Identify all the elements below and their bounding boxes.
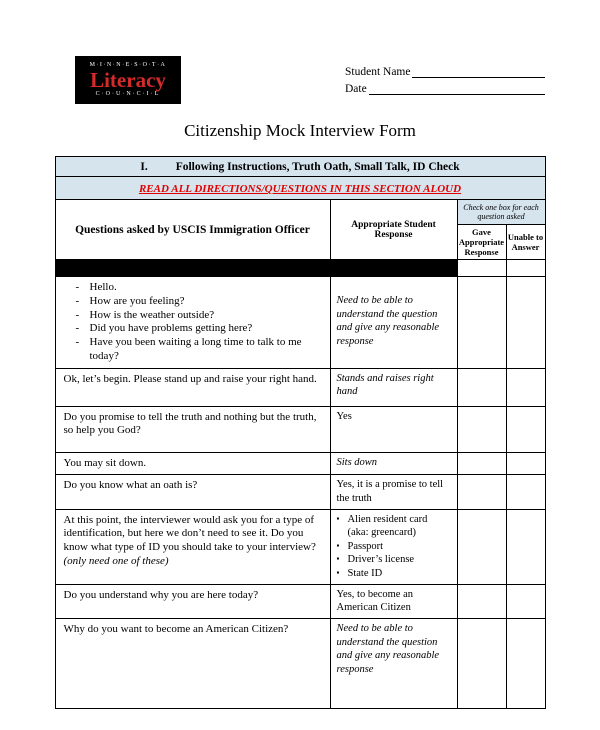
read-aloud-row [55, 177, 545, 200]
question-list-item: - How is the weather outside? [64, 309, 322, 323]
checkbox-cell-gave [457, 277, 506, 369]
response-list-item: ▪ State ID [337, 567, 451, 581]
checkbox-cell-gave [457, 509, 506, 584]
question-cell [55, 509, 330, 584]
checkbox-cell-unable [506, 452, 545, 475]
question-cell: Do you promise to tell the truth and nothing but the truth, so help you God? [55, 406, 330, 452]
logo-top-text: M·I·N·N·E·S·O·T·A [89, 61, 167, 68]
table-row [55, 452, 545, 475]
student-name-field [345, 66, 545, 78]
question-text: At this point, the interviewer would ask you for a type of identification, but here we don’t need to see it. Do you know what type of ID you should take to your interview? [63, 513, 316, 554]
checkbox-cell-gave [457, 368, 506, 406]
section-heading-row [55, 157, 545, 177]
question-note: (only need one of these) [63, 554, 169, 567]
table-row [55, 368, 545, 406]
response-cell: Need to be able to understand the question and give any reasonable response [330, 619, 457, 709]
logo-bottom-text: C·O·U·N·C·I·L [95, 91, 161, 98]
checkbox-cell-gave [457, 406, 506, 452]
section-heading-text: Following Instructions, Truth Oath, Small Talk, ID Check [175, 160, 460, 173]
section-heading [55, 157, 545, 177]
checkbox-cell-gave [457, 584, 506, 618]
table-row [55, 277, 545, 369]
table-row [55, 619, 545, 709]
date-label: Date [345, 83, 367, 95]
question-list-item: - Hello. [64, 281, 322, 295]
response-list-item: ▪ Passport [337, 540, 451, 554]
question-list-item: - Did you have problems getting here? [64, 322, 322, 336]
check-one-box-note: Check one box for each question asked [457, 200, 545, 225]
table-row [55, 406, 545, 452]
response-cell: Stands and raises right hand [330, 368, 457, 406]
question-cell: You may sit down. [55, 452, 330, 475]
checkbox-cell-unable [506, 368, 545, 406]
table-row [55, 584, 545, 618]
response-cell: Sits down [330, 452, 457, 475]
checkbox-cell-unable [506, 584, 545, 618]
response-cell: Yes, it is a promise to tell the truth [330, 475, 457, 509]
student-info-fields [345, 56, 545, 100]
student-name-blank-line [412, 66, 545, 78]
date-field [345, 83, 545, 95]
checkbox-cell-gave [457, 619, 506, 709]
question-cell: Do you understand why you are here today? [55, 584, 330, 618]
checkbox-cell-unable [506, 260, 545, 277]
section-numeral: I. [140, 160, 148, 173]
response-list-item: ▪ Alien resident card (aka: greencard) [337, 513, 451, 540]
student-name-label: Student Name [345, 66, 411, 78]
questions-column-header: Questions asked by USCIS Immigration Officer [55, 200, 330, 260]
response-list-item: ▪ Driver’s license [337, 553, 451, 567]
interview-table [55, 156, 546, 709]
table-row [55, 475, 545, 509]
minnesota-literacy-council-logo [75, 56, 181, 104]
divider-row [55, 260, 545, 277]
gave-appropriate-header: Gave Appropriate Response [457, 225, 506, 260]
table-row [55, 509, 545, 584]
response-cell [330, 509, 457, 584]
question-cell [55, 277, 330, 369]
question-cell: Do you know what an oath is? [55, 475, 330, 509]
black-divider-bar [55, 260, 457, 277]
checkbox-cell-gave [457, 260, 506, 277]
checkbox-cell-unable [506, 619, 545, 709]
read-aloud-note: READ ALL DIRECTIONS/QUESTIONS IN THIS SECTION ALOUD [138, 183, 462, 195]
checkbox-cell-unable [506, 509, 545, 584]
page-header [0, 0, 600, 104]
checkbox-cell-unable [506, 277, 545, 369]
question-list-item: - How are you feeling? [64, 295, 322, 309]
checkbox-cell-gave [457, 452, 506, 475]
unable-to-answer-header: Unable to Answer [506, 225, 545, 260]
response-column-header: Appropriate Student Response [330, 200, 457, 260]
response-cell: Yes, to become an American Citizen [330, 584, 457, 618]
form-title: Citizenship Mock Interview Form [184, 121, 416, 140]
question-cell: Why do you want to become an American Citizen? [55, 619, 330, 709]
checkbox-cell-gave [457, 475, 506, 509]
read-aloud-cell [55, 177, 545, 200]
question-list-item: - Have you been waiting a long time to talk to me today? [64, 336, 322, 364]
date-blank-line [369, 83, 545, 95]
response-cell: Need to be able to understand the question and give any reasonable response [330, 277, 457, 369]
checkbox-cell-unable [506, 406, 545, 452]
checkbox-cell-unable [506, 475, 545, 509]
logo-wordmark: Literacy [90, 67, 166, 92]
question-cell: Ok, let’s begin. Please stand up and raise your right hand. [55, 368, 330, 406]
response-cell: Yes [330, 406, 457, 452]
header-row-1 [55, 200, 545, 225]
